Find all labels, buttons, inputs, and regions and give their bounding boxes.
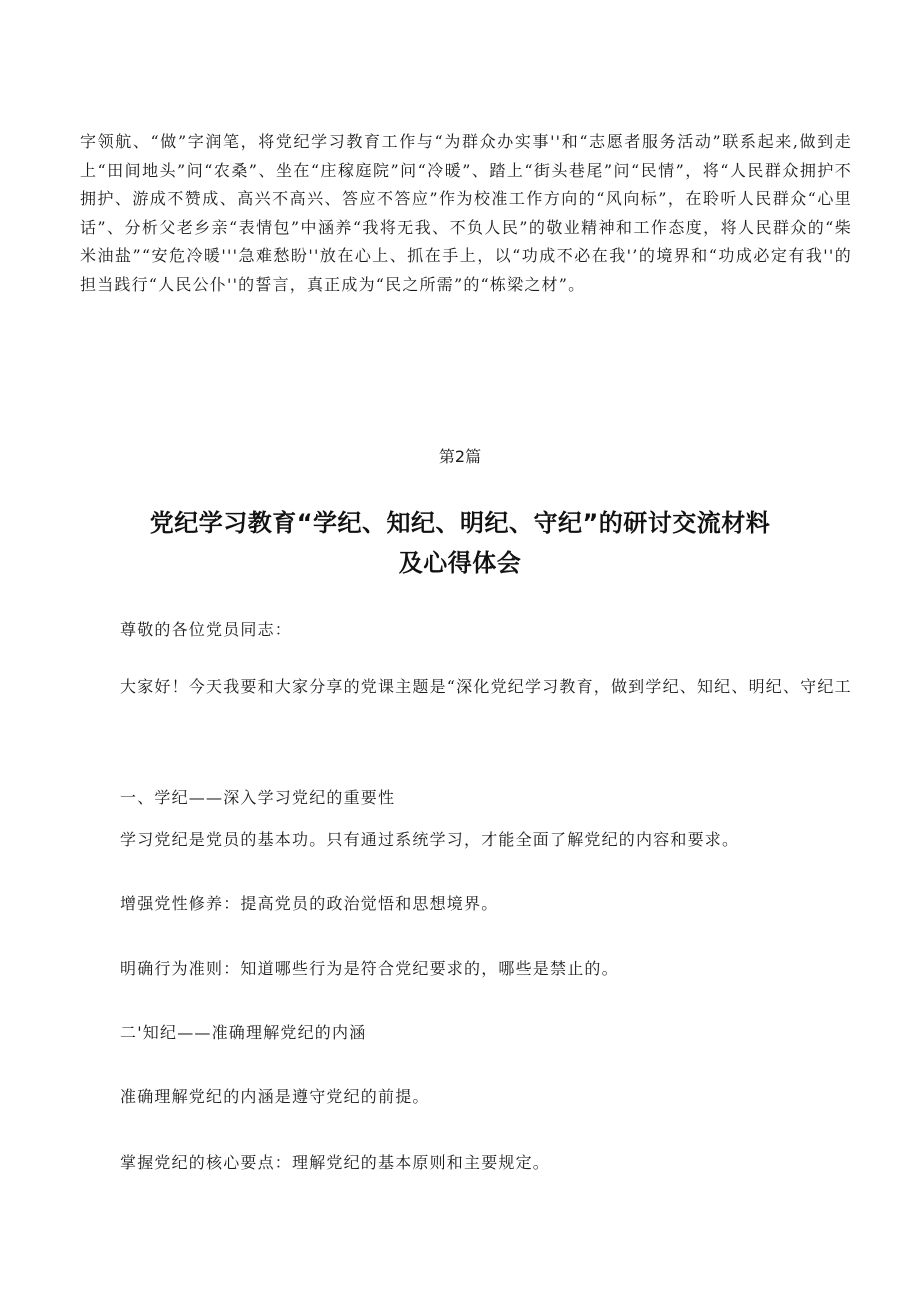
section-2-line: 准确理解党纪的内涵是遵守党纪的前提。 [120,1087,430,1106]
opening-paragraph: 大家好！今天我要和大家分享的党课主题是“深化党纪学习教育，做到学纪、知纪、明纪、守纪工 [120,677,852,696]
section-1-line: 明确行为准则：知道哪些行为是符合党纪要求的，哪些是禁止的。 [120,959,619,978]
section-label: 第2篇 [438,447,482,466]
document-title [0,503,920,583]
section-1-line: 学习党纪是党员的基本功。只有通过系统学习，才能全面了解党纪的内容和要求。 [120,830,740,849]
section-1-line: 增强党性修养：提高党员的政治觉悟和思想境界。 [120,894,499,913]
document-title-line-1: 党纪学习教育“学纪、知纪、明纪、守纪”的研讨交流材料 [149,509,771,537]
greeting: 尊敬的各位党员同志： [120,620,293,639]
section-2-heading: 二'知纪——准确理解党纪的内涵 [120,1023,367,1042]
section-1-heading: 一、学纪——深入学习党纪的重要性 [120,788,396,807]
section-2-line: 掌握党纪的核心要点：理解党纪的基本原则和主要规定。 [120,1153,551,1172]
intro-paragraph: 字领航、“做”字润笔，将党纪学习教育工作与“为群众办实事''和“志愿者服务活动”联系起来,做到走上“田间地头”问“农桑”、坐在“庄稼庭院”问“冷暖”、踏上“街头巷尾”问“民情”，将“人民群众拥护不拥护、游成不赞成、高兴不高兴、答应不答应”作为校准工作方向的“风向标”，在聆听人民群众“心里话”、分析父老乡亲“表情包”中涵养“我将无我、不负人民”的敬业精神和工作态度，将人民群众的“柴米油盐”“安危冷暖'''急难愁盼''放在心上、抓在手上，以“功成不必在我'’的境界和“功成必定有我''的担当践行“人民公仆''的誓言，真正成为“民之所需”的“栋梁之材”。 [80,132,852,294]
document-title-line-2: 及心得体会 [398,549,522,577]
